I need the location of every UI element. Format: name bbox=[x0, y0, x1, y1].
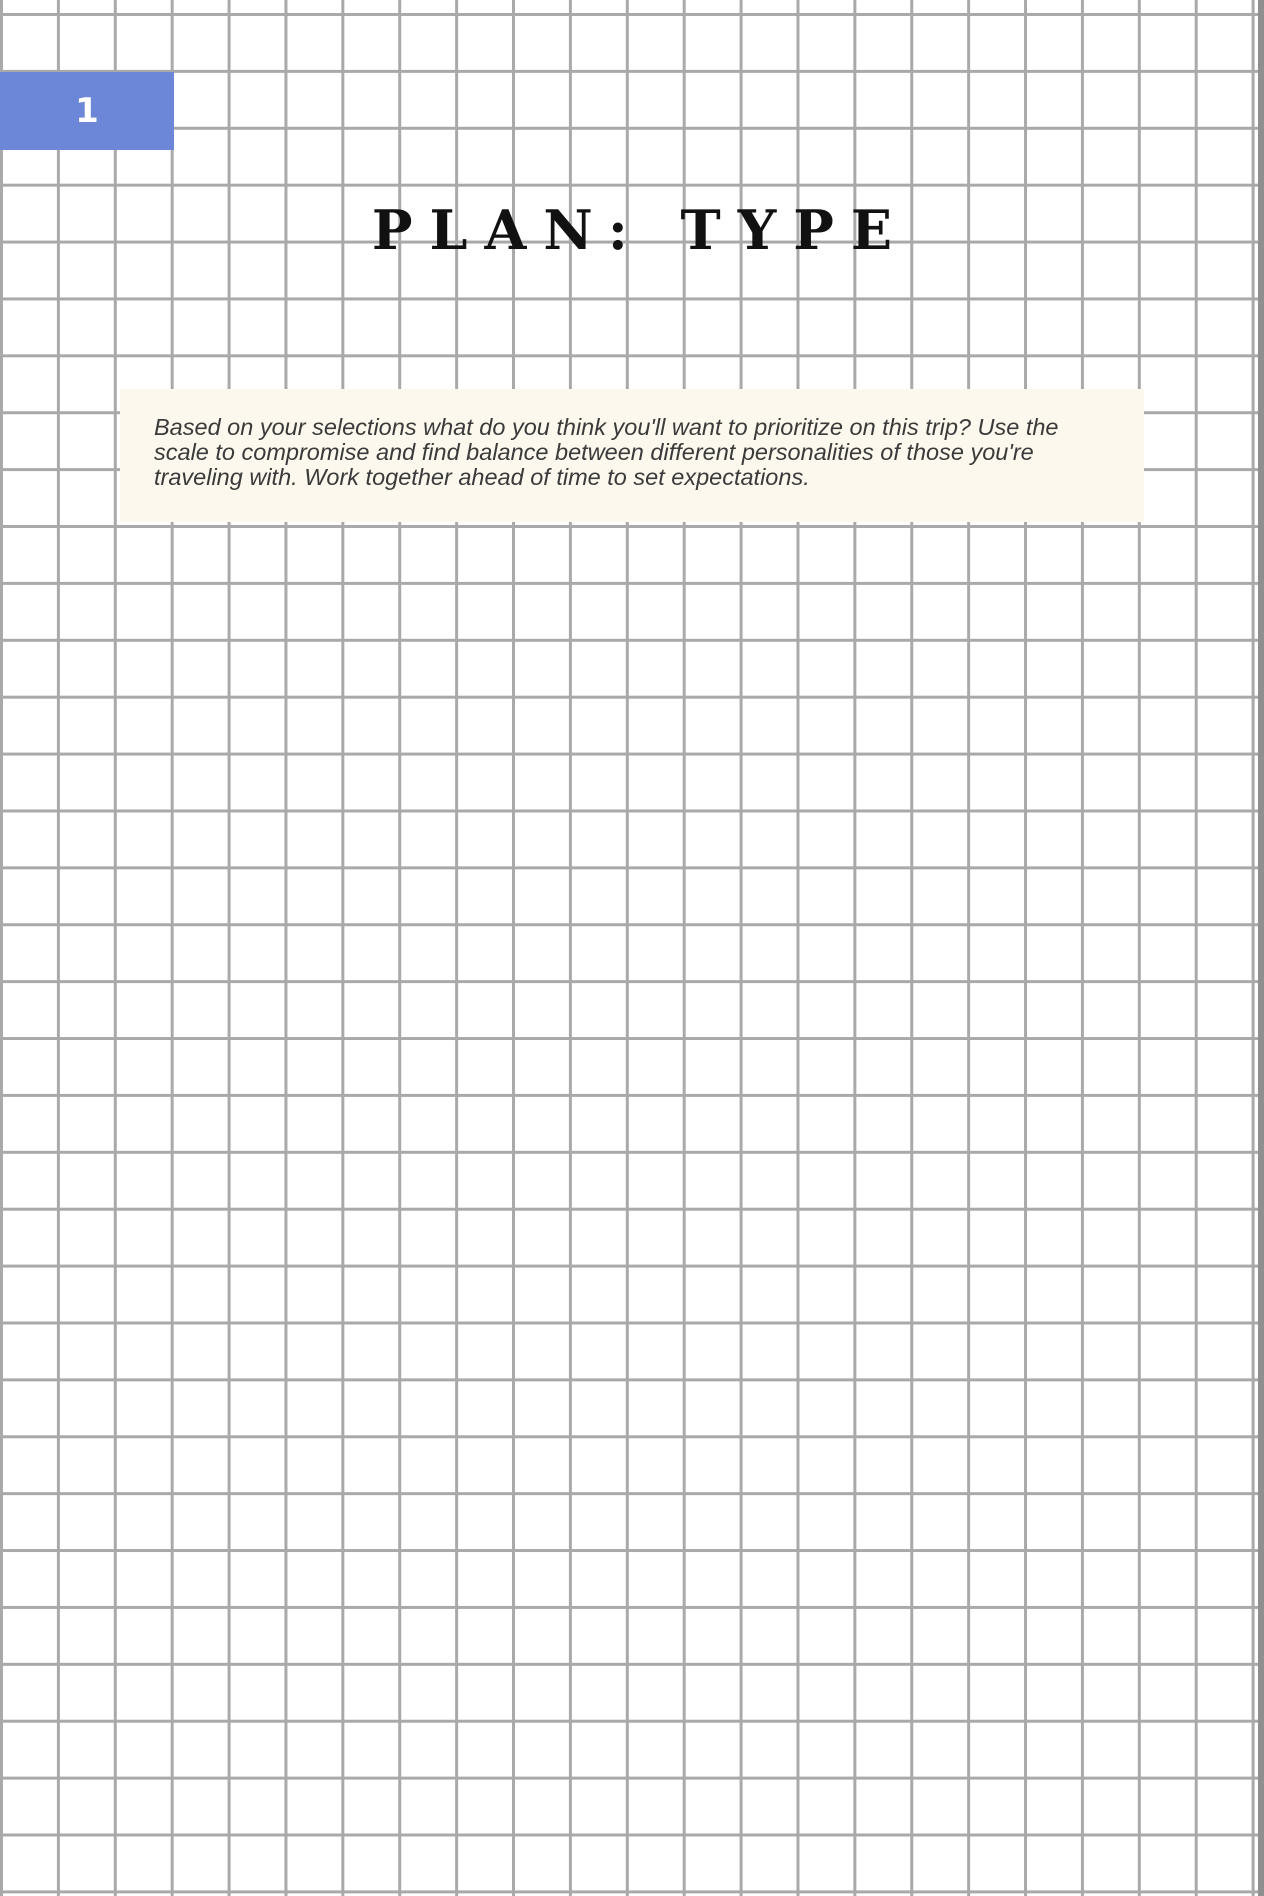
page-title: PLAN: TYPE bbox=[371, 198, 910, 262]
page-number-tab bbox=[0, 72, 174, 150]
instruction-text: Based on your selections what do you think you'll want to prioritize on this trip? Use the scale to compromise and find balance between different personalities of those you're traveling with. Work together ahead of time to set expectations. bbox=[154, 414, 1059, 490]
instruction-box bbox=[120, 389, 1144, 522]
page-number: 1 bbox=[75, 91, 99, 131]
page-edge-shadow bbox=[1258, 0, 1264, 1896]
